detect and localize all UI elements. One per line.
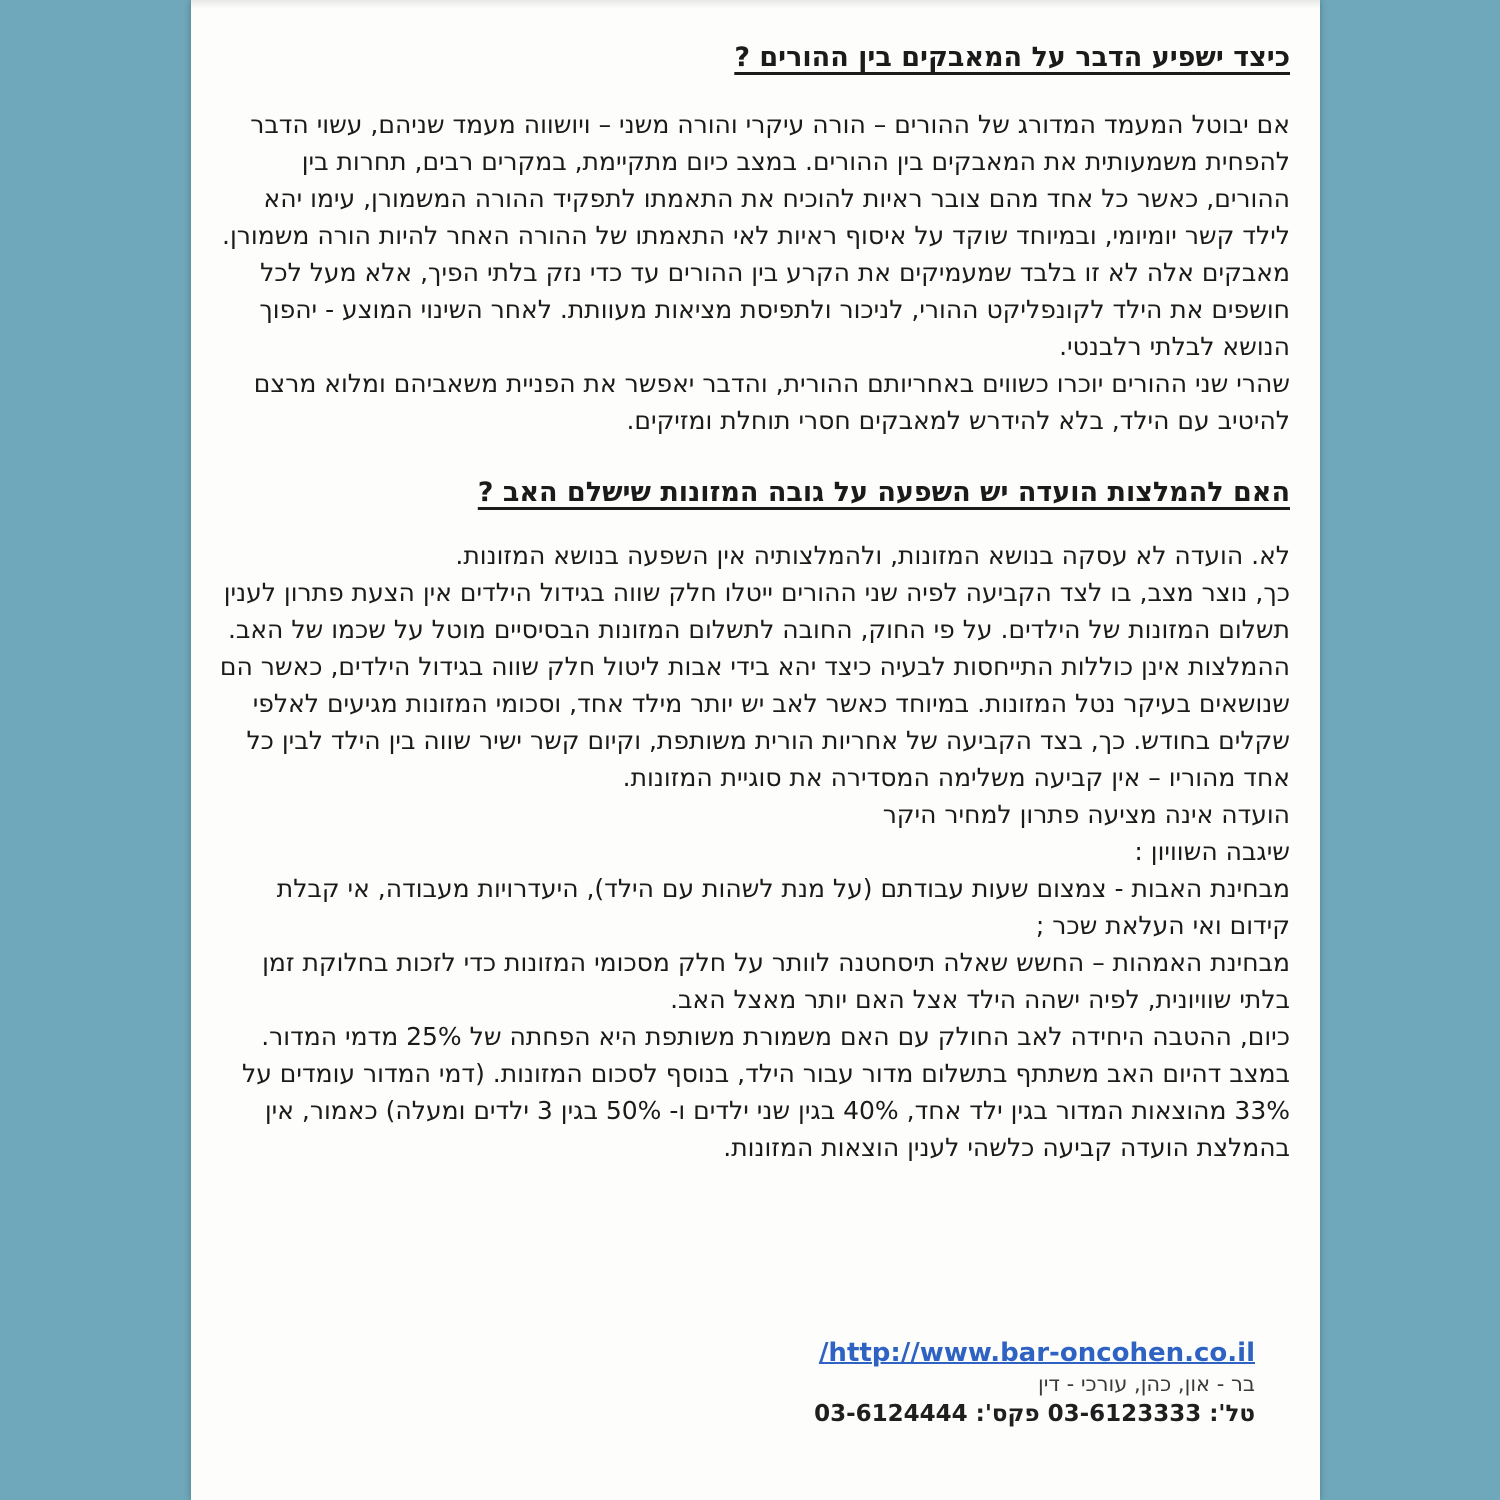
paragraph-graded-status: אם יבוטל המעמד המדורג של ההורים – הורה עיקרי והורה משני – ויושווה מעמד שניהם, עשוי הדבר להפחית משמעותית את המאבקים בין ההורים. במצב כיום מתקיימת, במקרים רבים, תחרות בין ההורים, כאשר כל אחד מהם צובר ראיות להוכיח את התאמתו לתפקיד ההורה המשמורן, עימו יהא לילד קשר יומיומי, ובמיוחד שוקד על איסוף ראיות לאי התאמתו של ההורה האחר להיות הורה משמורן. מאבקים אלה לא זו בלבד שמעמיקים את הקרע בין ההורים עד כדי נזק בלתי הפיך, אלא מעל לכל חושפים את הילד לקונפליקט ההורי, לניכור ולתפיסת מציאות מעוותת. לאחר השינוי המוצע - יהפוך הנושא לבלתי רלבנטי. xyxy=(222,110,1290,361)
phone-fax-line: טל': 03-6123333 פקס': 03-6124444 xyxy=(814,1401,1255,1427)
paragraph-housing-payment: במצב דהיום האב משתתף בתשלום מדור עבור הילד, בנוסף לסכום המזונות. (דמי המדור עומדים על 33% מהוצאות המדור בגין ילד אחד, 40% בגין שני ילדים ו- 50% בגין 3 ילדים ומעלה) כאמור, אין בהמלצת הועדה קביעה כלשהי לענין הוצאות המזונות. xyxy=(242,1059,1290,1162)
heading-alimony-effect: האם להמלצות הועדה יש השפעה על גובה המזונות שישלם האב ? xyxy=(477,477,1290,508)
heading-parent-struggles: כיצד ישפיע הדבר על המאבקים בין ההורים ? xyxy=(734,42,1290,73)
paragraph-committee-no-alimony: לא. הועדה לא עסקה בנושא המזונות, ולהמלצותיה אין השפעה בנושא המזונות. xyxy=(455,541,1290,570)
paragraph-equality-price-line: שיגבה השוויון : xyxy=(1134,837,1290,866)
website-link[interactable]: /http://www.bar-oncohen.co.il xyxy=(818,1338,1255,1368)
document-page xyxy=(191,0,1320,1500)
paragraph-mothers-aspect: מבחינת האמהות – החשש שאלה תיסחטנה לוותר על חלק מסכומי המזונות כדי לזכות בחלוקת זמן בלתי שוויונית, לפיה ישהה הילד אצל האם יותר מאצל האב. xyxy=(262,948,1290,1014)
paragraph-equal-responsibility: שהרי שני ההורים יוכרו כשווים באחריותם ההורית, והדבר יאפשר את הפניית משאביהם ומלוא מרצם להיטיב עם הילד, בלא להידרש למאבקים חסרי תוחלת ומזיקים. xyxy=(253,369,1290,435)
paragraph-current-benefit: כיום, ההטבה היחידה לאב החולק עם האם משמורת משותפת היא הפחתה של 25% מדמי המדור. xyxy=(261,1022,1290,1051)
footer-block xyxy=(814,1336,1255,1429)
paragraph-alimony-burden: כך, נוצר מצב, בו לצד הקביעה לפיה שני ההורים ייטלו חלק שווה בגידול הילדים אין הצעת פתרון לענין תשלום המזונות של הילדים. על פי החוק, החובה לתשלום המזונות הבסיסיים מוטל על שכמו של האב. ההמלצות אינן כוללות התייחסות לבעיה כיצד יהא בידי אבות ליטול חלק שווה בגידול הילדים, כאשר הם שנושאים בעיקר נטל המזונות. במיוחד כאשר לאב יש יותר מילד אחד, וסכומי המזונות מגיעים לאלפי שקלים בחודש. כך, בצד הקביעה של אחריות הורית משותפת, וקיום קשר ישיר שווה בין הילד לבין כל אחד מהוריו – אין קביעה משלימה המסדירה את סוגיית המזונות. xyxy=(219,578,1290,792)
paragraph-no-solution-line: הועדה אינה מציעה פתרון למחיר היקר xyxy=(882,800,1290,829)
paragraph-fathers-aspect: מבחינת האבות - צמצום שעות עבודתם (על מנת לשהות עם הילד), היעדרויות מעבודה, אי קבלת קידום ואי העלאת שכר ; xyxy=(276,874,1290,940)
law-firm-name: בר - און, כהן, עורכי - דין xyxy=(1038,1372,1255,1396)
document-content xyxy=(191,0,1320,1166)
